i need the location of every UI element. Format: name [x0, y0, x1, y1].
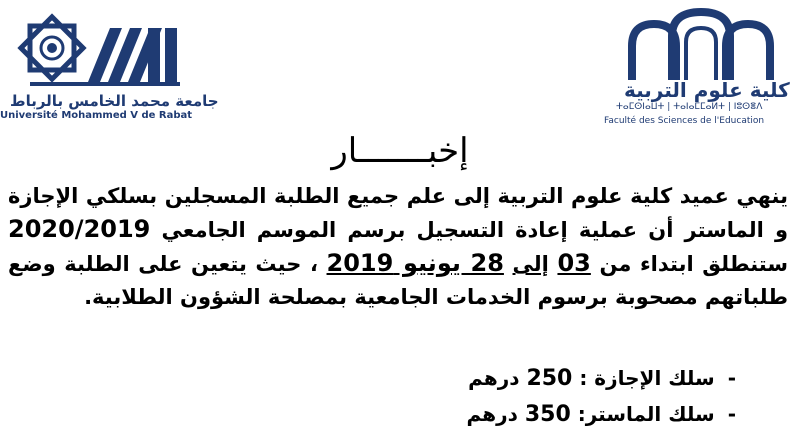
end-date: 28 يونيو 2019 [326, 249, 504, 277]
fee-bullet: - [727, 402, 736, 426]
faculty-arches-icon [602, 6, 800, 84]
notice-text-part-1: ينهي عميد كلية علوم التربية إلى علم جميع الطلبة المسجلين بسلكي الإجازة و الماستر أن عملية إعادة التسجيل برسم الموسم الجامعي [8, 184, 789, 242]
notice-text-part-4: ، حيث يتعين على الطلبة وضع طلباتهم مصحوبة برسوم الخدمات الجامعية بمصلحة الشؤون الطلابية. [8, 252, 788, 309]
fee-amount: 350 [524, 402, 571, 427]
notice-body [8, 180, 788, 314]
university-logo [0, 8, 219, 126]
notice-text-part-2: ستنطلق ابتداء من [599, 252, 789, 276]
fee-item-master [467, 402, 736, 427]
fee-currency: درهم [466, 402, 518, 426]
fee-currency: درهم [468, 366, 520, 390]
faculty-logo [602, 6, 800, 134]
faculty-name-french: Faculté des Sciences de l'Education [604, 116, 765, 126]
notice-title: إخبـــــــار [331, 131, 469, 171]
fee-amount: 250 [526, 366, 573, 391]
fee-label: سلك الإجازة : [579, 366, 715, 390]
fee-label: سلك الماستر: [577, 402, 715, 426]
university-name-arabic: جامعة محمد الخامس بالرباط [10, 92, 219, 110]
start-date: 03 [557, 249, 591, 277]
faculty-name-tifinagh: ⵜⴰⵎⵙⵏⴰⵡⵜ | ⵜⴰⵏⴰⵎⵎⴰⵍⵜ | ⵏⵓⵙⴻⴷ [616, 102, 763, 112]
notice-text-part-3: إلى [512, 252, 549, 276]
academic-year: 2020/2019 [8, 215, 151, 243]
fee-bullet: - [727, 366, 736, 390]
faculty-name-arabic: كلية علوم التربية [624, 78, 790, 102]
university-name-french: Université Mohammed V de Rabat [0, 110, 193, 121]
fee-item-bachelor [468, 366, 736, 391]
